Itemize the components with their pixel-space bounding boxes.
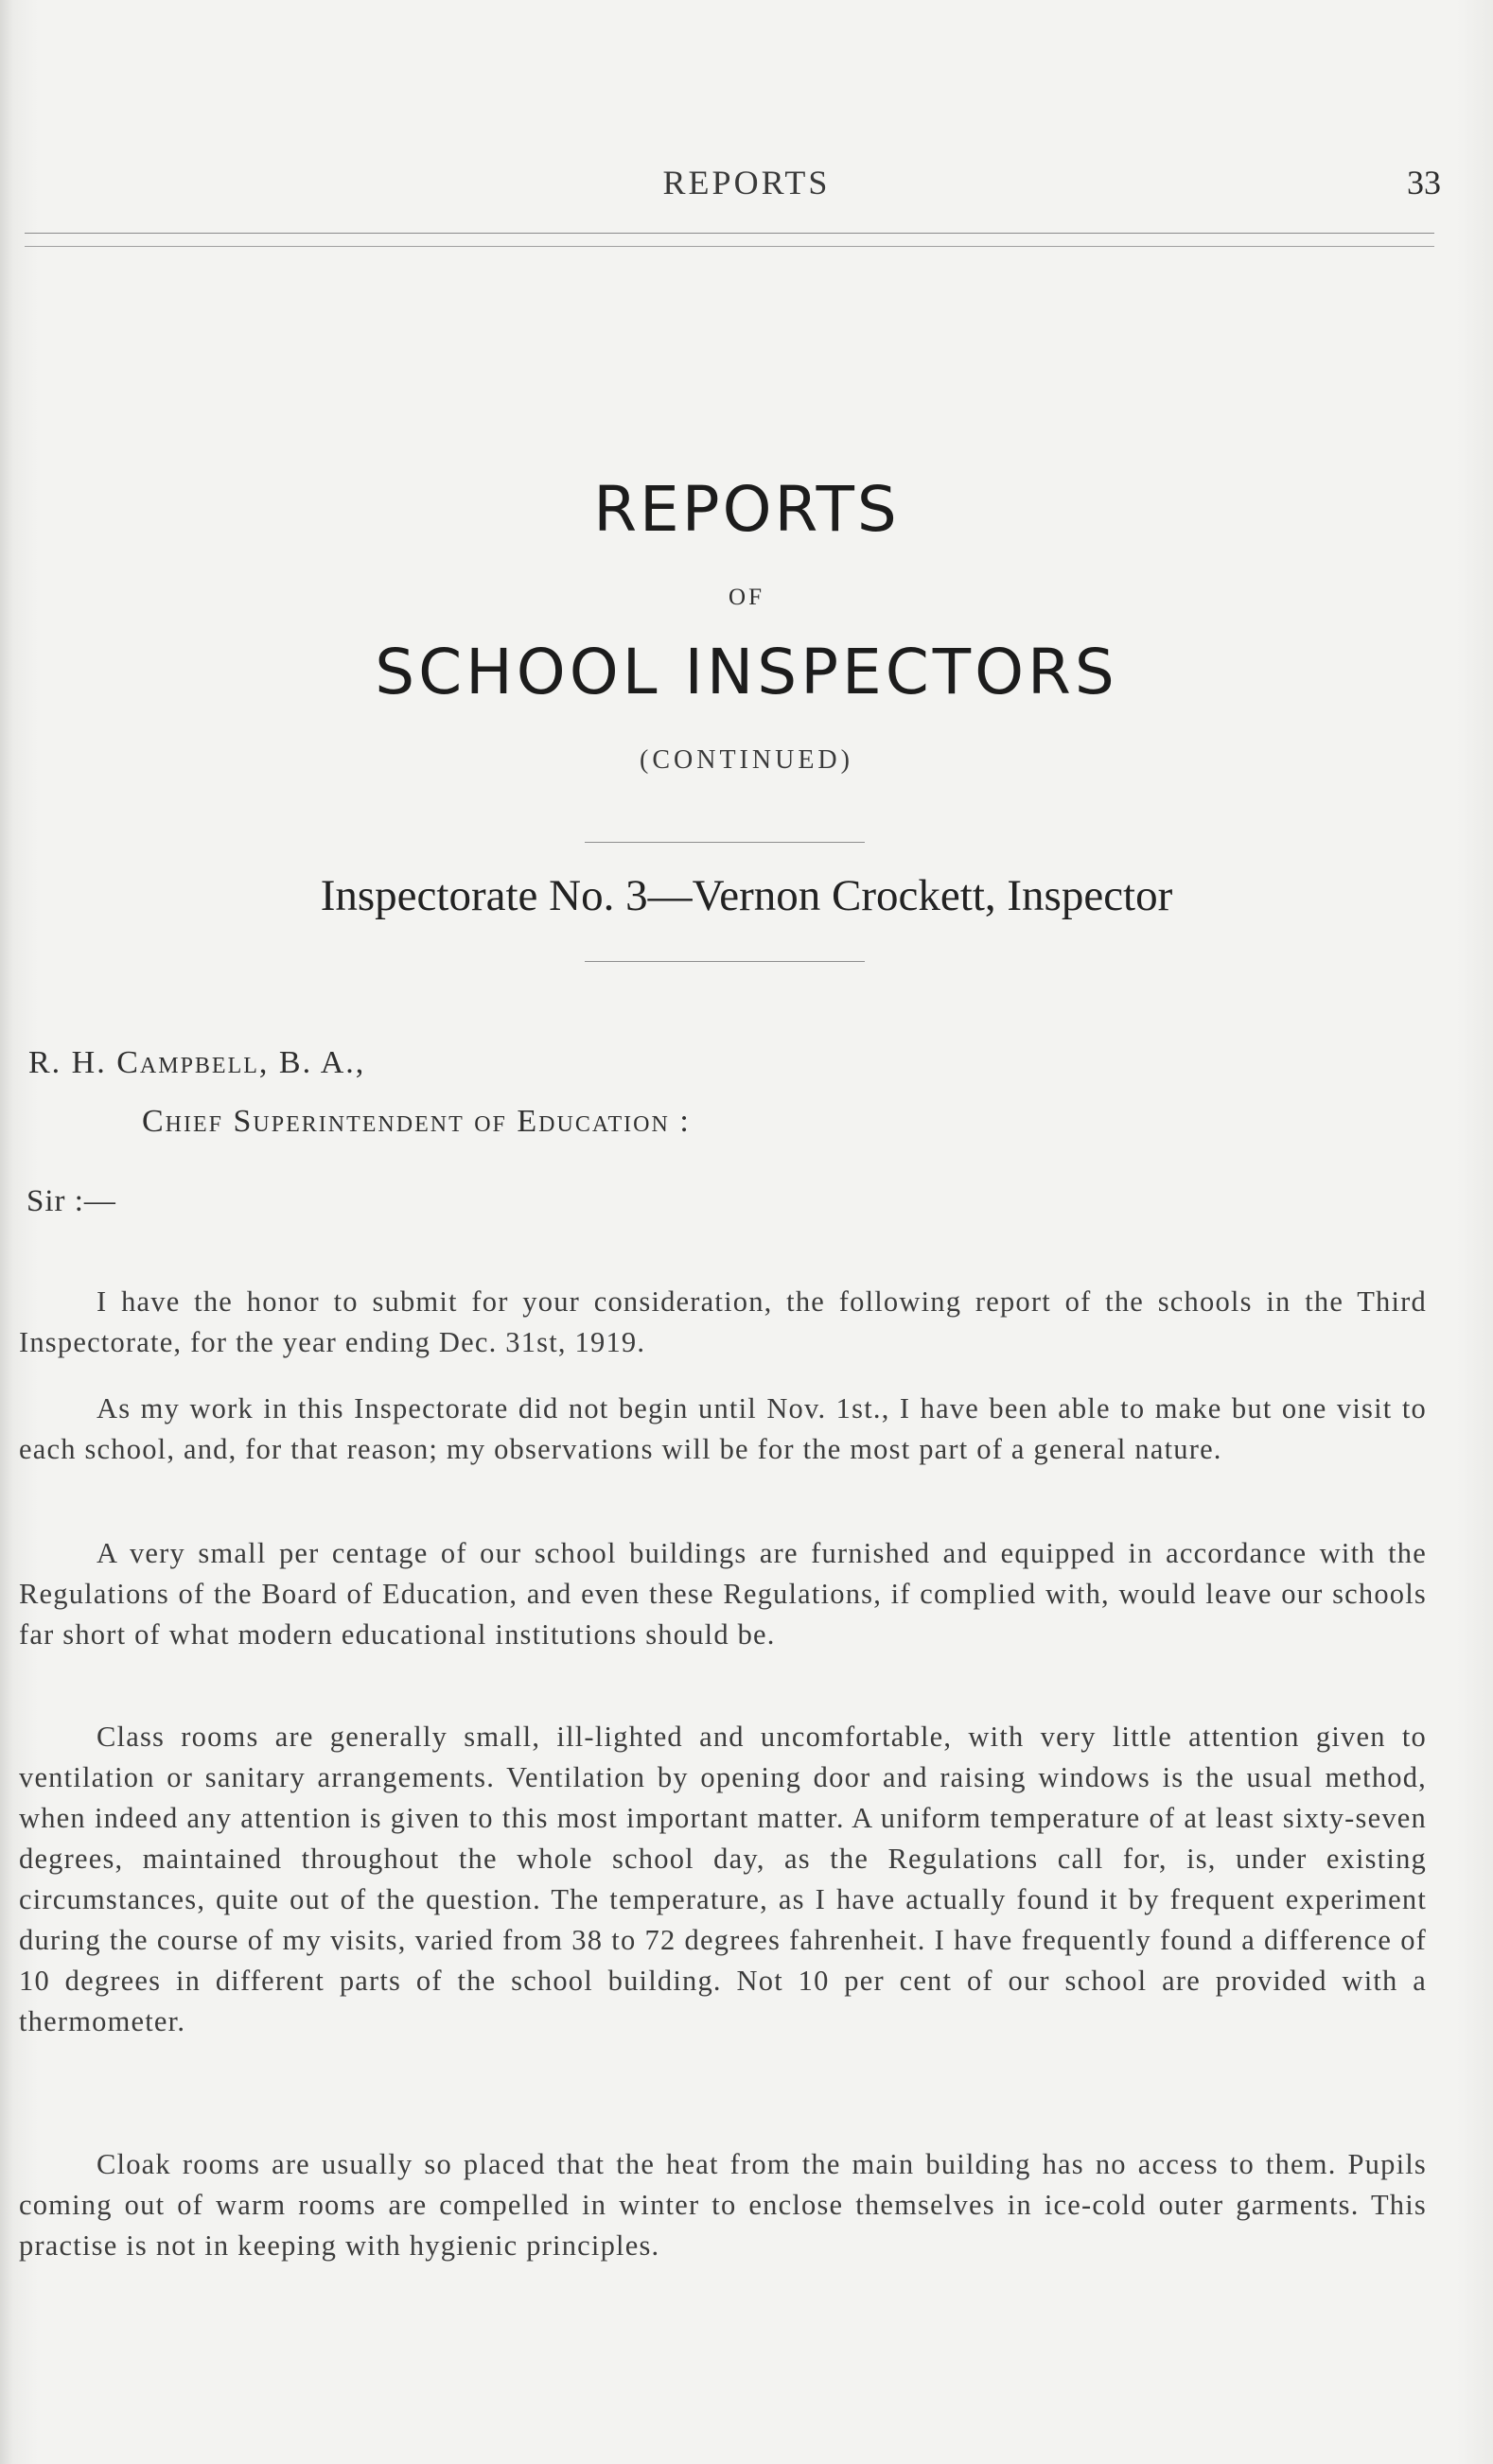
paragraph: Cloak rooms are usually so placed that the heat from the main building has no access to them. Pupils coming out of warm rooms are compelled in winter to enclose themselves in ice-cold outer garments. This practise is not in keeping with hygienic principles. <box>19 2147 1427 2262</box>
paragraph: As my work in this Inspectorate did not begin until Nov. 1st., I have been able to make but one visit to each school, and, for that reason; my observations will be for the most part of a general nature. <box>19 1391 1427 1465</box>
title-main: REPORTS <box>593 473 900 546</box>
paragraph: A very small per centage of our school buildings are furnished and equipped in accordance with the Regulations of the Board of Education, and even these Regulations, if complied with, would leave our schools far short of what modern educational institutions should be. <box>19 1536 1427 1651</box>
paragraph: I have the honor to submit for your consideration, the following report of the schools in the Third Inspectorate, for the year ending Dec. 31st, 1919. <box>19 1284 1427 1358</box>
running-title: REPORTS <box>662 164 831 201</box>
title-continued: (CONTINUED) <box>640 745 853 775</box>
inspectorate-heading: Inspectorate No. 3—Vernon Crockett, Inspector <box>320 871 1173 920</box>
title-of: OF <box>729 585 764 610</box>
header-rule-top <box>25 233 1434 234</box>
header-rule-bottom <box>25 246 1434 247</box>
greeting: Sir :— <box>26 1184 116 1218</box>
title-subtitle: SCHOOL INSPECTORS <box>375 636 1118 708</box>
paragraph: Class rooms are generally small, ill-lighted and uncomfortable, with very little attention given to ventilation or sanitary arrangements. Ventilation by opening door and raising windows is the usual method, when indeed any attention is given to this most important matter. A uniform temperature of at least sixty-seven degrees, maintained throughout the whole school day, as the Regulations call for, is, under existing circumstances, quite out of the question. The temperature, as I have actually found it by frequent experiment during the course of my visits, varied from 38 to 72 degrees fahrenheit. I have frequently found a difference of 10 degrees in different parts of the school building. Not 10 per cent of our school are provided with a thermometer. <box>19 1720 1427 2037</box>
addressee-name: R. H. Campbell, B. A., <box>28 1045 366 1080</box>
page-number: 33 <box>1407 164 1441 201</box>
divider-rule-lower <box>585 961 865 962</box>
running-header <box>0 163 1493 219</box>
addressee-title: Chief Superintendent of Education : <box>142 1104 691 1139</box>
divider-rule-upper <box>585 842 865 843</box>
